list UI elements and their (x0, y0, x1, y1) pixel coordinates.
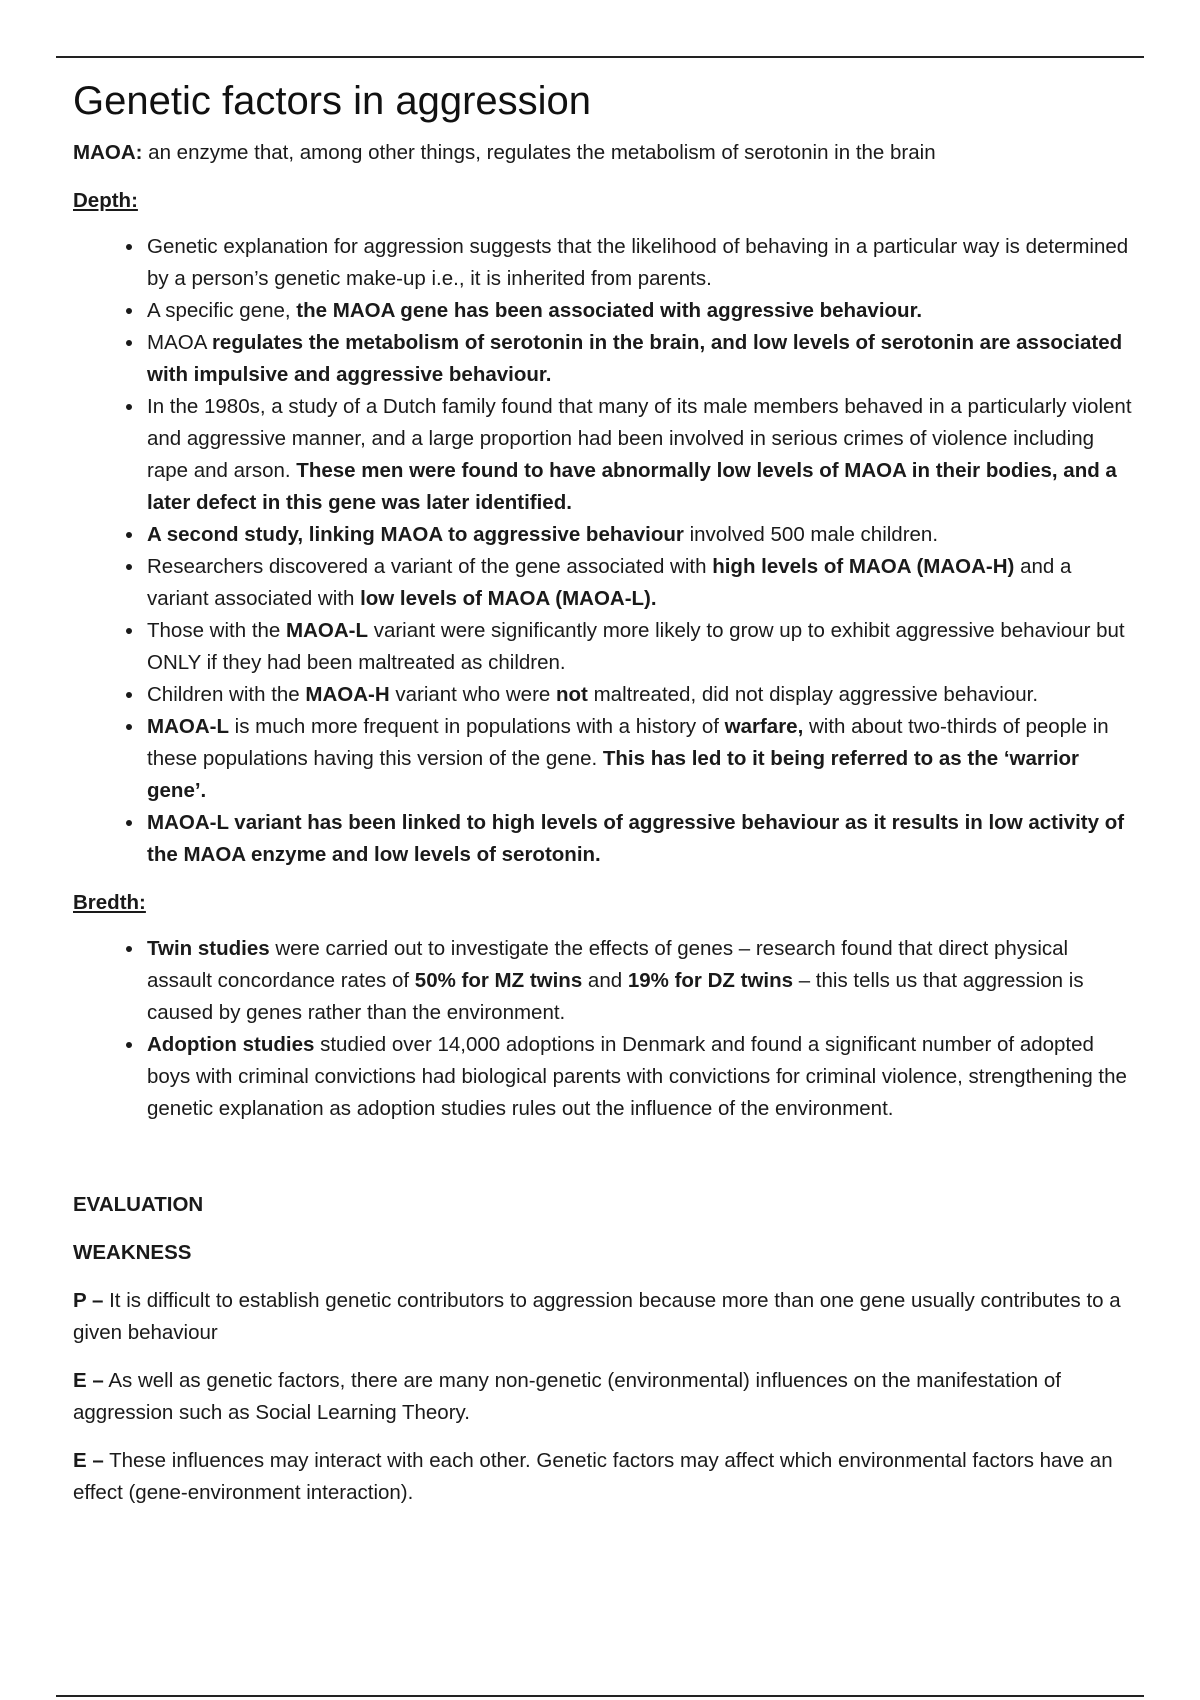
bullet-text: Those with the (147, 619, 287, 642)
bullet-bold: 19% for DZ twins (627, 969, 794, 992)
bullet-text: and (582, 969, 628, 992)
weakness-heading: WEAKNESS (73, 1241, 192, 1264)
bullet-bold: the MAOA gene has been associated with aggressive behaviour. (296, 299, 923, 322)
bullet-bold: A second study, linking MAOA to aggressive behaviour (147, 523, 684, 546)
document-body (73, 75, 1133, 1525)
bullet-bold: This has led to it being referred to as the ‘warrior gene’. (147, 747, 1080, 802)
list-item (145, 807, 1133, 871)
evidence-paragraph-1 (73, 1365, 1133, 1429)
list-item (145, 327, 1133, 391)
evidence-label: E – (73, 1369, 104, 1392)
bullet-text: Genetic explanation for aggression suggests that the likelihood of behaving in a particular way is determined by a person’s genetic make-up i.e., it is inherited from parents. (147, 235, 1129, 290)
maoa-definition (73, 137, 1133, 169)
list-item (145, 231, 1133, 295)
definition-text: an enzyme that, among other things, regulates the metabolism of serotonin in the brain (142, 141, 936, 164)
list-item (145, 679, 1133, 711)
bullet-bold: MAOA-L (286, 619, 368, 642)
list-item (145, 551, 1133, 615)
list-item (145, 295, 1133, 327)
bullet-bold: Twin studies (147, 937, 270, 960)
list-item (145, 519, 1133, 551)
depth-list (73, 231, 1133, 871)
list-item (145, 615, 1133, 679)
bullet-bold: regulates the metabolism of serotonin in the brain, and low levels of serotonin are associated with impulsive and aggressive behaviour. (147, 331, 1123, 386)
evidence-paragraph-2 (73, 1445, 1133, 1509)
bullet-text: with about two-thirds of people in these populations having this version of the gene. (147, 715, 1109, 770)
bullet-text: In the 1980s, a study of a Dutch family found that many of its male members behaved in a particularly violent and aggressive manner, and a large proportion had been involved in serious crimes of violence including rape and arson. (147, 395, 1132, 482)
bullet-bold: high levels of MAOA (MAOA-H) (712, 555, 1015, 578)
bullet-bold: 50% for MZ twins (414, 969, 583, 992)
bullet-bold: low levels of MAOA (MAOA-L). (360, 587, 657, 610)
bullet-bold: warfare, (724, 715, 804, 738)
bullet-text: variant who were (389, 683, 557, 706)
bullet-text: Researchers discovered a variant of the gene associated with (147, 555, 713, 578)
breadth-heading: Bredth: (73, 891, 146, 914)
depth-heading: Depth: (73, 189, 138, 212)
breadth-list (73, 933, 1133, 1125)
bullet-text: A specific gene, (147, 299, 297, 322)
evidence-label: E – (73, 1449, 104, 1472)
bullet-bold: MAOA-L (147, 715, 229, 738)
list-item (145, 1029, 1133, 1125)
bullet-bold: MAOA-H (305, 683, 390, 706)
bullet-bold: Adoption studies (147, 1033, 315, 1056)
bullet-bold: not (556, 683, 588, 706)
bullet-text: – this tells us that aggression is caused by genes rather than the environment. (147, 969, 1084, 1024)
bullet-text: MAOA (147, 331, 212, 354)
list-item (145, 711, 1133, 807)
evidence-text: These influences may interact with each other. Genetic factors may affect which environmental factors have an effect (gene-environment interaction). (73, 1449, 1113, 1504)
list-item (145, 933, 1133, 1029)
bullet-text: is much more frequent in populations with a history of (228, 715, 725, 738)
page-title: Genetic factors in aggression (73, 79, 592, 123)
list-item (145, 391, 1133, 519)
bottom-rule (56, 1695, 1144, 1697)
point-paragraph (73, 1285, 1133, 1349)
point-label: P – (73, 1289, 104, 1312)
definition-term: MAOA: (73, 141, 143, 164)
evaluation-heading: EVALUATION (73, 1193, 204, 1216)
point-text: It is difficult to establish genetic contributors to aggression because more than one gene usually contributes to a given behaviour (73, 1289, 1121, 1344)
bullet-text: Children with the (147, 683, 306, 706)
bullet-text: involved 500 male children. (683, 523, 939, 546)
section-gap (73, 1141, 1133, 1189)
bullet-text: studied over 14,000 adoptions in Denmark and found a significant number of adopted boys with criminal convictions had biological parents with convictions for criminal violence, strengthening the genetic explanation as adoption studies rules out the influence of the environment. (147, 1033, 1127, 1120)
bullet-bold: These men were found to have abnormally low levels of MAOA in their bodies, and a later defect in this gene was later identified. (147, 459, 1117, 514)
bullet-text: variant were significantly more likely to grow up to exhibit aggressive behaviour but ONLY if they had been maltreated as children. (147, 619, 1125, 674)
bullet-text: maltreated, did not display aggressive behaviour. (587, 683, 1039, 706)
bullet-text: and a variant associated with (147, 555, 1072, 610)
bullet-bold: MAOA-L variant has been linked to high levels of aggressive behaviour as it results in low activity of the MAOA enzyme and low levels of serotonin. (147, 811, 1125, 866)
bullet-text: were carried out to investigate the effects of genes – research found that direct physical assault concordance rates of (147, 937, 1069, 992)
top-rule (56, 56, 1144, 58)
evidence-text: As well as genetic factors, there are many non-genetic (environmental) influences on the manifestation of aggression such as Social Learning Theory. (73, 1369, 1061, 1424)
